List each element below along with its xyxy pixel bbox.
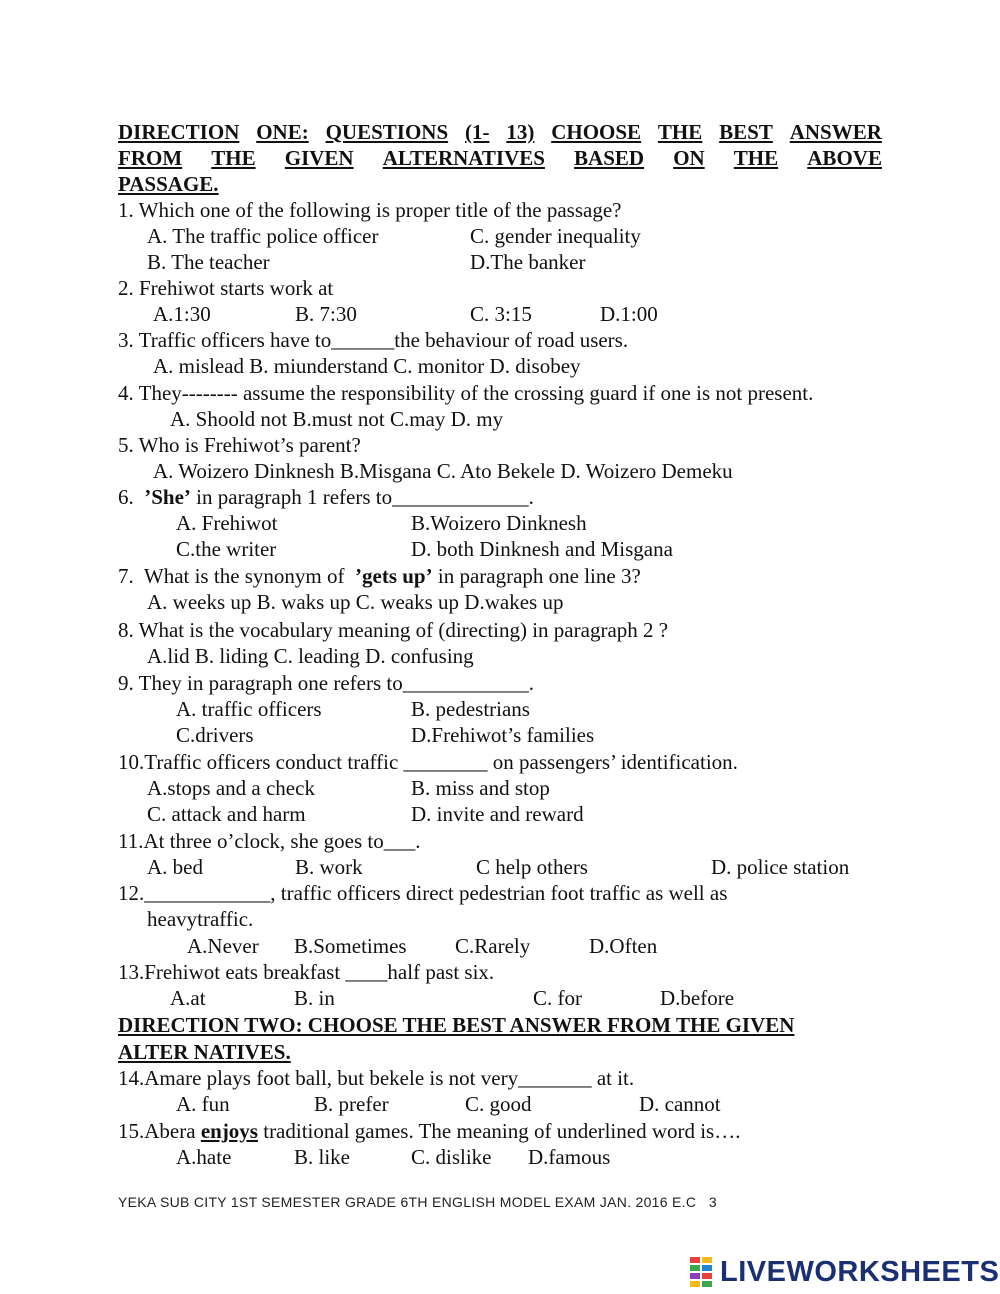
question-13-option-a: A.at xyxy=(170,986,206,1010)
question-3-stem: 3. Traffic officers have to______the behaviour of road users. xyxy=(118,328,629,352)
question-14-option-a: A. fun xyxy=(176,1092,230,1116)
question-9-stem: 9. They in paragraph one refers to____________. xyxy=(118,671,535,695)
question-9-option-b: B. pedestrians xyxy=(411,697,530,721)
question-8-options: A.lid B. liding C. leading D. confusing xyxy=(147,644,474,668)
question-2-option-c: C. 3:15 xyxy=(470,302,532,326)
question-14-option-d: D. cannot xyxy=(639,1092,721,1116)
question-4-stem: 4. They-------- assume the responsibility of the crossing guard if one is not present. xyxy=(118,381,814,405)
question-13-option-d: D.before xyxy=(660,986,735,1010)
question-5-stem: 5. Who is Frehiwot’s parent? xyxy=(118,433,361,457)
question-6-option-c: C.the writer xyxy=(176,537,277,561)
question-1-option-c: C. gender inequality xyxy=(470,224,641,248)
question-13-stem: 13.Frehiwot eats breakfast ____half past six. xyxy=(118,960,495,984)
direction-one-line-3: PASSAGE. xyxy=(118,172,219,196)
question-1-option-a: A. The traffic police officer xyxy=(147,224,379,248)
question-1-option-d: D.The banker xyxy=(470,250,586,274)
question-11-stem: 11.At three o’clock, she goes to___. xyxy=(118,829,421,853)
question-5-options: A. Woizero Dinknesh B.Misgana C. Ato Bekele D. Woizero Demeku xyxy=(153,459,733,483)
question-9-option-c: C.drivers xyxy=(176,723,254,747)
question-12-option-c: C.Rarely xyxy=(455,934,531,958)
question-8-stem: 8. What is the vocabulary meaning of (directing) in paragraph 2 ? xyxy=(118,618,669,642)
quoted-phrase-gets-up: ’gets up’ xyxy=(355,564,433,588)
question-6-stem: 6. ’She’ in paragraph 1 refers to_____________. xyxy=(118,485,534,509)
direction-two-line-2: ALTER NATIVES. xyxy=(118,1040,291,1064)
underlined-word-enjoys: enjoys xyxy=(200,1119,258,1143)
question-9-option-a: A. traffic officers xyxy=(176,697,322,721)
question-2-option-b: B. 7:30 xyxy=(295,302,357,326)
liveworksheets-logo-icon xyxy=(690,1257,714,1287)
question-10-option-c: C. attack and harm xyxy=(147,802,306,826)
direction-one-line-2: FROM THE GIVEN ALTERNATIVES BASED ON THE ABOVE xyxy=(118,146,882,170)
question-15-stem: 15.Abera enjoys traditional games. The meaning of underlined word is…. xyxy=(118,1119,741,1143)
question-13-option-c: C. for xyxy=(533,986,582,1010)
question-15-option-c: C. dislike xyxy=(411,1145,492,1169)
question-10-option-b: B. miss and stop xyxy=(411,776,550,800)
question-15-option-a: A.hate xyxy=(176,1145,232,1169)
page-footer: YEKA SUB CITY 1ST SEMESTER GRADE 6TH ENGLISH MODEL EXAM JAN. 2016 E.C 3 xyxy=(118,1194,717,1210)
question-12-stem-line-2: heavytraffic. xyxy=(147,907,254,931)
liveworksheets-logo-text: LIVEWORKSHEETS xyxy=(720,1255,1000,1288)
question-1-stem: 1. Which one of the following is proper title of the passage? xyxy=(118,198,622,222)
question-12-stem-line-1: 12.____________, traffic officers direct pedestrian foot traffic as well as xyxy=(118,881,728,905)
question-6-option-b: B.Woizero Dinknesh xyxy=(411,511,587,535)
question-10-stem: 10.Traffic officers conduct traffic ________ on passengers’ identification. xyxy=(118,750,738,774)
question-14-option-b: B. prefer xyxy=(314,1092,389,1116)
question-6-option-a: A. Frehiwot xyxy=(176,511,278,535)
question-6-option-d: D. both Dinknesh and Misgana xyxy=(411,537,673,561)
question-14-stem: 14.Amare plays foot ball, but bekele is not very_______ at it. xyxy=(118,1066,635,1090)
question-12-option-a: A.Never xyxy=(187,934,259,958)
question-12-option-b: B.Sometimes xyxy=(294,934,407,958)
question-13-option-b: B. in xyxy=(294,986,335,1010)
question-4-options: A. Shoold not B.must not C.may D. my xyxy=(170,407,504,431)
question-11-option-a: A. bed xyxy=(147,855,203,879)
question-7-stem: 7. What is the synonym of ’gets up’ in paragraph one line 3? xyxy=(118,564,641,588)
question-12-option-d: D.Often xyxy=(589,934,658,958)
direction-one-line-1: DIRECTION ONE: QUESTIONS (1- 13) CHOOSE THE BEST ANSWER xyxy=(118,120,882,144)
liveworksheets-logo xyxy=(690,1255,999,1289)
quoted-word-she: ’She’ xyxy=(144,485,191,509)
question-2-option-a: A.1:30 xyxy=(153,302,211,326)
question-11-option-c: C help others xyxy=(476,855,588,879)
question-2-stem: 2. Frehiwot starts work at xyxy=(118,276,334,300)
question-15-option-d: D.famous xyxy=(528,1145,611,1169)
question-7-options: A. weeks up B. waks up C. weaks up D.wakes up xyxy=(147,590,564,614)
question-11-option-b: B. work xyxy=(295,855,363,879)
question-11-option-d: D. police station xyxy=(711,855,850,879)
question-15-option-b: B. like xyxy=(294,1145,350,1169)
question-1-option-b: B. The teacher xyxy=(147,250,270,274)
question-9-option-d: D.Frehiwot’s families xyxy=(411,723,595,747)
question-14-option-c: C. good xyxy=(465,1092,532,1116)
question-2-option-d: D.1:00 xyxy=(600,302,658,326)
direction-two-line-1: DIRECTION TWO: CHOOSE THE BEST ANSWER FROM THE GIVEN xyxy=(118,1013,795,1037)
question-10-option-a: A.stops and a check xyxy=(147,776,315,800)
question-10-option-d: D. invite and reward xyxy=(411,802,584,826)
question-3-options: A. mislead B. miunderstand C. monitor D. disobey xyxy=(153,354,581,378)
